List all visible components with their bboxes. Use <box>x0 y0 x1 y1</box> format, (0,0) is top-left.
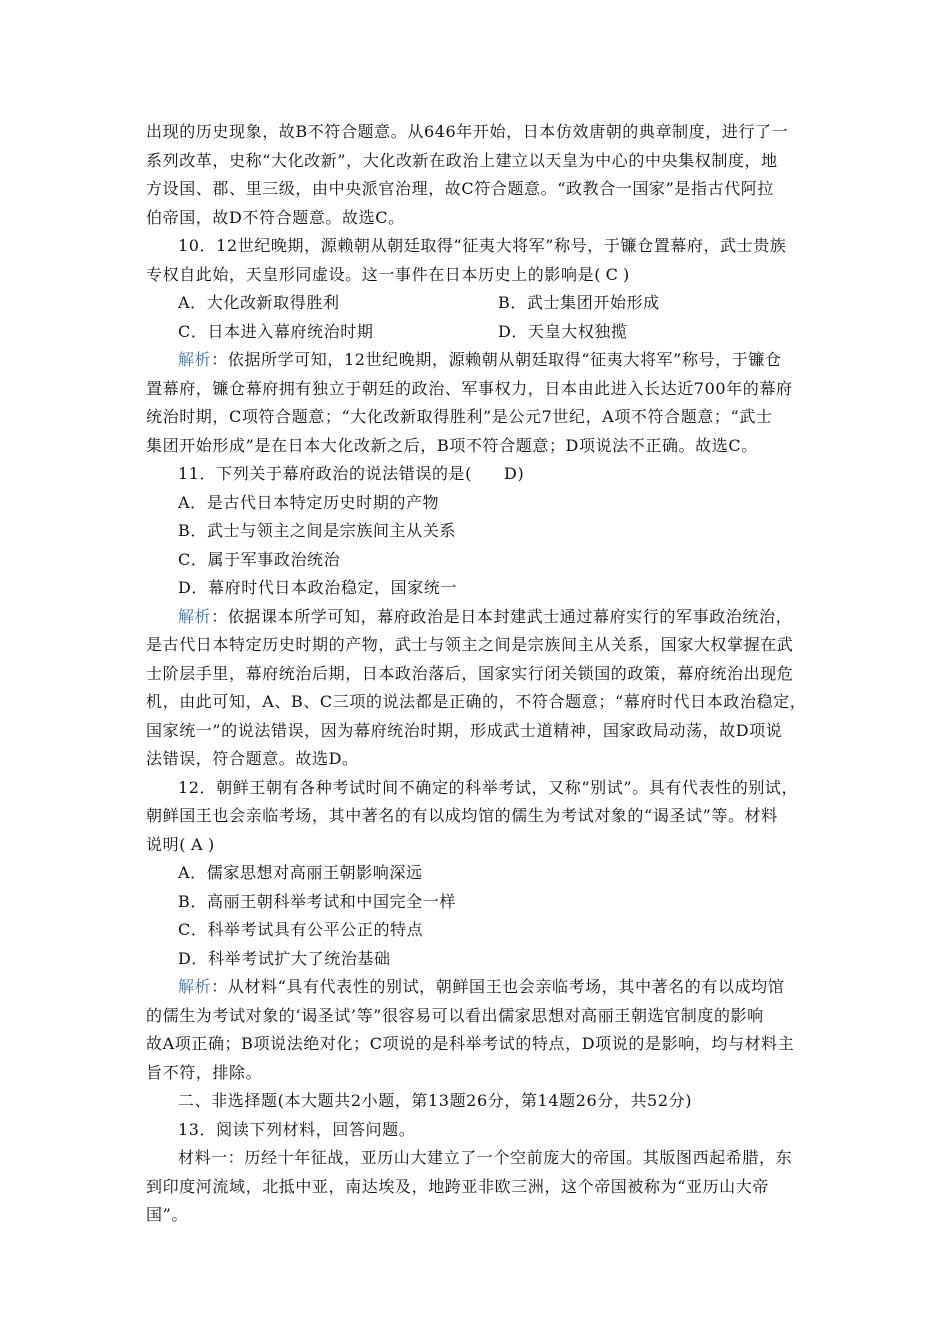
question-11-option-b: B．武士与领主之间是宗族间主从关系 <box>178 521 456 540</box>
question-12-close-paren: ) <box>208 834 215 854</box>
intro-line: 出现的历史现象，故B不符合题意。从646年开始，日本仿效唐朝的典章制度，进行了一 <box>146 122 789 141</box>
question-10-options-row <box>146 289 818 318</box>
analysis-line: 士阶层手里，幕府统治后期，日本政治落后，国家实行闭关锁国的政策，幕府统治出现危 <box>146 663 794 683</box>
analysis-text: ：依据课本所学可知，幕府政治是日本封建武士通过幕府实行的军事政治统治， <box>211 606 793 626</box>
analysis-line: 旨不符，排除。 <box>146 1062 263 1082</box>
analysis-line: 集团开始形成”是在日本大化改新之后，B项不符合题意；D项说法不正确。故选C。 <box>146 435 758 455</box>
analysis-text: ：依据所学可知，12世纪晚期，源赖朝从朝廷取得“征夷大将军”称号，于镰仓 <box>211 350 782 369</box>
question-12-stem: 12．朝鲜王朝有各种考试时间不确定的科举考试，又称“别试”。具有代表性的别试， <box>178 777 799 797</box>
question-11-answer: D <box>504 464 518 483</box>
question-11-option-d: D．幕府时代日本政治稳定，国家统一 <box>178 578 458 597</box>
analysis-label: 解析 <box>178 977 212 996</box>
question-10-option-d: D．天皇大权独揽 <box>498 321 628 341</box>
question-10-stem-cont <box>146 261 818 290</box>
question-12-option-d: D．科举考试扩大了统治基础 <box>178 948 391 968</box>
question-10-option-b: B．武士集团开始形成 <box>498 293 660 312</box>
section-heading: 二、非选择题(本大题共2小题，第13题26分，第14题26分，共52分) <box>178 1091 693 1110</box>
question-10-stem-text: 专权自此始，天皇形同虚设。这一事件在日本历史上的影响是( <box>146 264 602 284</box>
question-10-stem: 10．12世纪晚期，源赖朝从朝廷取得“征夷大将军”称号，于镰仓置幕府，武士贵族 <box>178 236 787 255</box>
question-10-analysis <box>146 346 818 375</box>
question-12-option-c: C．科举考试具有公平公正的特点 <box>178 920 424 939</box>
analysis-line: 是古代日本特定历史时期的产物，武士与领主之间是宗族间主从关系，国家大权掌握在武 <box>146 635 794 654</box>
question-11-option-a: A．是古代日本特定历史时期的产物 <box>178 492 440 512</box>
analysis-line: 国家统一”的说法错误，因为幕府统治时期，形成武士道精神，国家政局动荡，故D项说 <box>146 720 783 740</box>
question-11-option-c: C．属于军事政治统治 <box>178 549 341 569</box>
question-10-options-row <box>146 318 818 347</box>
question-10-close-paren: ) <box>623 264 630 284</box>
question-12-analysis <box>146 973 818 1002</box>
question-11-analysis <box>146 603 818 632</box>
question-12-stem-cont: 朝鲜国王也会亲临考场，其中著名的有以成均馆的儒生为考试对象的“谒圣试”等。材料 <box>146 806 778 825</box>
analysis-text: ：从材料“具有代表性的别试，朝鲜国王也会亲临考场，其中著名的有以成均馆 <box>211 977 785 996</box>
question-12-option-a: A．儒家思想对高丽王朝影响深远 <box>178 863 423 882</box>
analysis-line: 统治时期，C项符合题意；“大化改新取得胜利”是公元7世纪，A项不符合题意；“武士 <box>146 407 773 426</box>
intro-line: 伯帝国，故D不符合题意。故选C。 <box>146 207 405 227</box>
analysis-label: 解析 <box>178 350 212 369</box>
document-body <box>146 118 818 1230</box>
analysis-line: 的儒生为考试对象的‘谒圣试’等”很容易可以看出儒家思想对高丽王朝选官制度的影响 <box>146 1005 764 1025</box>
question-12-answer: A <box>190 834 204 854</box>
question-12-stem-end <box>146 831 818 860</box>
question-10-option-c: C．日本进入幕府统治时期 <box>178 321 374 341</box>
analysis-line: 机，由此可知，A、B、C三项的说法都是正确的，不符合题意；“幕府时代日本政治稳定， <box>146 692 807 711</box>
material-1: 材料一：历经十年征战，亚历山大建立了一个空前庞大的帝国。其版图西起希腊，东 <box>178 1148 793 1167</box>
question-12-stem-text: 说明( <box>146 834 187 854</box>
question-10-answer: C <box>605 264 619 284</box>
analysis-label: 解析 <box>178 606 212 626</box>
question-11-stem-text: 11．下列关于幕府政治的说法错误的是( <box>178 464 473 483</box>
intro-line: 系列改革，史称“大化改新”，大化改新在政治上建立以天皇为中心的中央集权制度，地 <box>146 150 778 170</box>
question-12-option-b: B．高丽王朝科举考试和中国完全一样 <box>178 891 456 911</box>
material-1-line: 到印度河流域，北抵中亚，南达埃及，地跨亚非欧三洲，这个帝国被称为“亚历山大帝 <box>146 1176 769 1196</box>
intro-line: 方设国、郡、里三级，由中央派官治理，故C符合题意。“政教合一国家”是指古代阿拉 <box>146 179 775 198</box>
analysis-line: 故A项正确；B项说法绝对化；C项说的是科举考试的特点，D项说的是影响，均与材料主 <box>146 1034 795 1053</box>
question-10-option-a: A．大化改新取得胜利 <box>178 293 340 312</box>
question-13-stem: 13．阅读下列材料，回答问题。 <box>178 1119 416 1139</box>
analysis-line: 法错误，符合题意。故选D。 <box>146 749 359 768</box>
question-11-stem <box>146 460 818 489</box>
material-1-line: 国”。 <box>146 1205 188 1224</box>
question-11-close-paren: ) <box>517 464 525 483</box>
analysis-line: 置幕府，镰仓幕府拥有独立于朝廷的政治、军事权力，日本由此进入长达近700年的幕府 <box>146 378 793 398</box>
